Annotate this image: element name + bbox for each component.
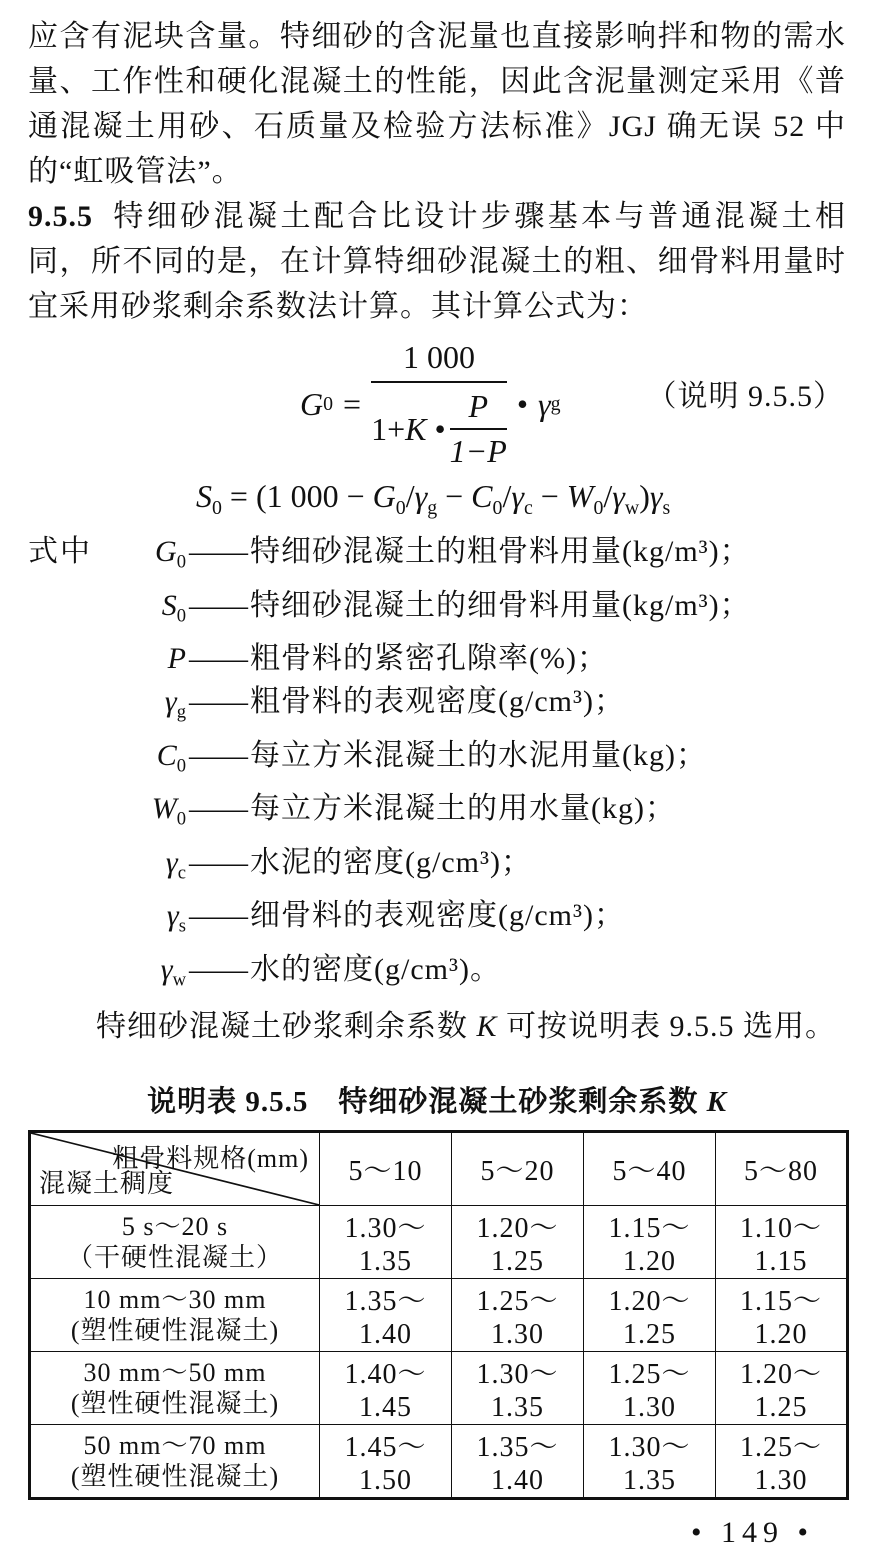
row-label (30, 1279, 320, 1352)
definition-row (28, 637, 846, 680)
table-title-k: K (706, 1086, 727, 1118)
section-text: 特细砂混凝土配合比设计步骤基本与普通混凝土相同，所不同的是，在计算特细砂混凝土的粗、细骨料用量时宜采用砂浆剩余系数法计算。其计算公式为： (28, 200, 846, 323)
formula-g0-lhs: G (300, 386, 324, 422)
definition-text: 每立方米混凝土的水泥用量(kg)； (250, 738, 707, 772)
table-cell: 1.20～1.25 (716, 1352, 848, 1425)
fraction-numerator: 1 000 (402, 339, 475, 375)
definition-dash: —— (189, 952, 247, 986)
symbol: $C_0$ (156, 738, 186, 776)
symbol: P (167, 642, 186, 675)
row-label (30, 1352, 320, 1425)
row-label (30, 1206, 320, 1279)
table-header-row (30, 1132, 848, 1206)
row-label-line1: 50 mm～70 mm (83, 1431, 267, 1460)
denominator-terms: 1+K • (371, 410, 446, 447)
symbol: $W_0$ (151, 792, 186, 830)
row-label-line1: 10 mm～30 mm (83, 1285, 267, 1314)
page-number: • 149 • (690, 1516, 814, 1549)
row-label-line1: 30 mm～50 mm (83, 1358, 267, 1387)
table-cell: 1.20～1.25 (584, 1279, 716, 1352)
table-cell: 1.20～1.25 (452, 1206, 584, 1279)
symbol: $\gamma_g$ (164, 685, 186, 723)
table-row (30, 1206, 848, 1279)
symbol-definitions (28, 530, 846, 1001)
table-cell: 1.35～1.40 (452, 1425, 584, 1499)
table-cell: 1.30～1.35 (320, 1206, 452, 1279)
definition-row (28, 734, 846, 788)
symbol: $S_0$ (161, 588, 186, 626)
table-cell: 1.25～1.30 (584, 1352, 716, 1425)
formula-g0-lhs-sub: 0 (323, 393, 334, 415)
row-label-line2: (塑性硬性混凝土) (70, 1462, 280, 1491)
definition-text: 水泥的密度(g/cm³)； (250, 845, 532, 879)
equals-sign: = (343, 386, 362, 422)
table-cell: 1.35～1.40 (320, 1279, 452, 1352)
definition-text: 粗骨料的表观密度(g/cm³)； (250, 685, 625, 718)
header-corner-bottom: 混凝土稠度 (39, 1169, 175, 1198)
definition-dash: —— (189, 738, 247, 772)
definition-row (28, 680, 846, 734)
gamma-g: γ (538, 386, 551, 422)
table-title-text: 说明表 9.5.5 特细砂混凝土砂浆剩余系数 (147, 1086, 707, 1118)
definition-dash: —— (189, 845, 247, 879)
definition-text: 细骨料的表观密度(g/cm³)； (250, 899, 625, 932)
inner-numerator: P (468, 388, 489, 424)
column-header: 5～10 (320, 1132, 452, 1206)
table-row (30, 1279, 848, 1352)
definition-text: 特细砂混凝土的细骨料用量(kg/m³)； (250, 588, 751, 622)
table-cell: 1.30～1.35 (452, 1352, 584, 1425)
row-label (30, 1425, 320, 1499)
diagonal-header-cell (30, 1132, 320, 1206)
note-k-symbol: K (476, 1010, 498, 1043)
definition-text: 水的密度(g/cm³)。 (250, 952, 501, 986)
note-pre: 特细砂混凝土砂浆剩余系数 (96, 1010, 477, 1043)
definition-text: 每立方米混凝土的用水量(kg)； (250, 792, 676, 825)
paragraph-intro (28, 14, 846, 194)
definition-dash: —— (189, 535, 247, 568)
fraction-denominator (371, 381, 507, 470)
symbol: $\gamma_w$ (160, 952, 186, 990)
definition-row (28, 948, 846, 1002)
row-label-line2: (塑性硬性混凝土) (70, 1316, 280, 1345)
column-header: 5～20 (452, 1132, 584, 1206)
definition-dash: —— (189, 588, 247, 622)
table-cell: 1.15～1.20 (716, 1279, 848, 1352)
paragraph-intro-text: 应含有泥块含量。特细砂的含泥量也直接影响拌和物的需水量、工作性和硬化混凝土的性能，因此含泥量测定采用《普通混凝土用砂、石质量及检验方法标准》JGJ 确无误 52 中的“虹吸管法”。 (28, 20, 846, 188)
header-corner-top: 粗骨料规格(mm) (112, 1144, 309, 1173)
formula-reference-label: （说明 9.5.5） (646, 380, 844, 413)
row-label-line1: 5 s～20 s (121, 1212, 229, 1241)
coefficient-table (28, 1130, 849, 1500)
table-row (30, 1425, 848, 1499)
k-selection-note (28, 1005, 846, 1049)
formula-g0 (28, 339, 846, 470)
table-title (28, 1079, 846, 1120)
table-cell: 1.10～1.15 (716, 1206, 848, 1279)
paragraph-9-5-5 (28, 194, 846, 329)
symbol: $\gamma_c$ (165, 845, 186, 883)
row-label-line2: (塑性硬性混凝土) (70, 1389, 280, 1418)
definition-dash: —— (189, 642, 247, 675)
definition-row (28, 841, 846, 895)
table-cell: 1.25～1.30 (716, 1425, 848, 1499)
symbol: $\gamma_s$ (166, 899, 186, 937)
gamma-g-sub: g (550, 393, 561, 415)
fraction-main (371, 339, 507, 470)
definition-dash: —— (189, 685, 247, 718)
definition-dash: —— (189, 792, 247, 825)
note-post: 可按说明表 9.5.5 选用。 (497, 1010, 837, 1043)
formula-s0 (28, 476, 846, 522)
formula-s0-expression: $S_0 = (1$ $000 - G_0/\gamma_g - C_0/\gamma_c - W_0/\gamma_w)\gamma_s$ (196, 478, 671, 519)
multiply-dot: • (516, 386, 529, 422)
definition-row (28, 894, 846, 948)
table-cell: 1.15～1.20 (584, 1206, 716, 1279)
table-cell: 1.40～1.45 (320, 1352, 452, 1425)
fraction-inner (450, 388, 507, 470)
table-cell: 1.30～1.35 (584, 1425, 716, 1499)
table-cell: 1.25～1.30 (452, 1279, 584, 1352)
section-number: 9.5.5 (28, 200, 93, 233)
definition-row (28, 584, 846, 638)
symbol: $G_0$ (155, 535, 186, 573)
table-cell: 1.45～1.50 (320, 1425, 452, 1499)
definition-text: 特细砂混凝土的粗骨料用量(kg/m³)； (250, 535, 751, 568)
table-row (30, 1352, 848, 1425)
definition-dash: —— (189, 899, 247, 932)
definition-row (28, 530, 846, 584)
inner-denominator: 1−P (450, 428, 507, 470)
column-header: 5～80 (716, 1132, 848, 1206)
row-label-line2: （干硬性混凝土） (66, 1243, 283, 1272)
definition-row (28, 787, 846, 841)
definitions-prefix: 式中 (28, 535, 92, 568)
definition-text: 粗骨料的紧密孔隙率(%)； (250, 642, 608, 675)
column-header: 5～40 (584, 1132, 716, 1206)
